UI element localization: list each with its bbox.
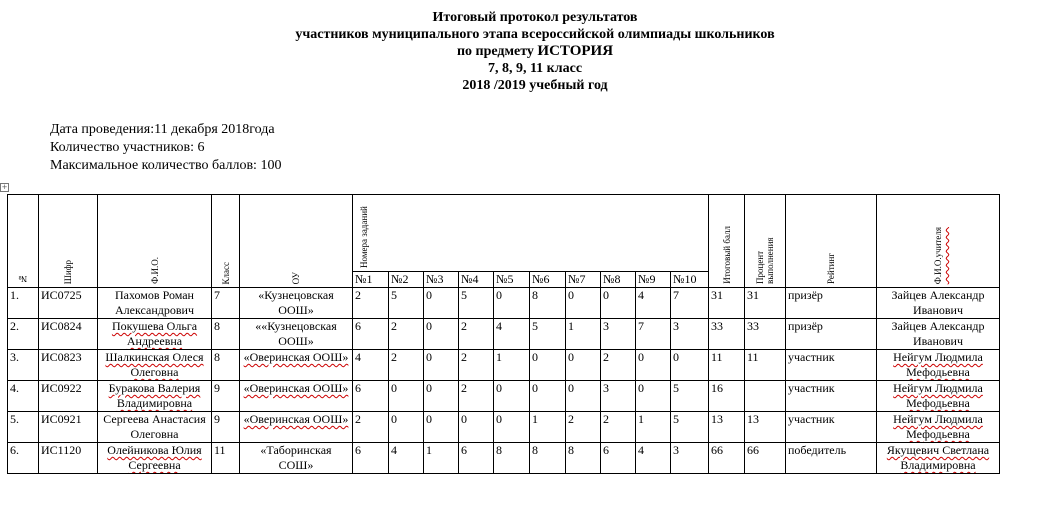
task-score: 0: [566, 350, 601, 381]
title-subject: ИСТОРИЯ: [537, 43, 614, 59]
participant-class: 8: [212, 319, 240, 350]
task-score: 0: [566, 381, 601, 412]
task-score: 4: [389, 443, 424, 474]
participant-school: «Оверинская ООШ»: [240, 412, 353, 443]
teacher-name: Нейгум Людмила Мефодьевна: [877, 381, 1000, 412]
percent-score: 11: [745, 350, 786, 381]
teacher-name: Зайцев Александр Иванович: [877, 319, 1000, 350]
task-number-header: №1: [353, 272, 389, 288]
percent-score: 66: [745, 443, 786, 474]
table-row: [8, 381, 1000, 412]
title-line-2: участников муниципального этапа всероссийской олимпиады школьников: [295, 27, 775, 42]
task-score: 8: [530, 443, 566, 474]
task-score: 2: [389, 350, 424, 381]
info-max-score: Максимальное количество баллов: 100: [50, 158, 282, 173]
rating: победитель: [786, 443, 877, 474]
rating: призёр: [786, 319, 877, 350]
task-score: 5: [459, 288, 494, 319]
results-table: [7, 194, 1000, 474]
percent-score: 33: [745, 319, 786, 350]
total-score: 11: [709, 350, 745, 381]
task-score: 7: [671, 288, 709, 319]
task-number-header: №10: [671, 272, 709, 288]
info-participants: Количество участников: 6: [50, 140, 205, 155]
task-number-header: №9: [636, 272, 671, 288]
task-score: 4: [494, 319, 530, 350]
table-row: [8, 350, 1000, 381]
task-score: 2: [459, 319, 494, 350]
task-score: 0: [494, 288, 530, 319]
task-score: 1: [566, 319, 601, 350]
teacher-name: Якущевич Светлана Владимировна: [877, 443, 1000, 474]
total-score: 13: [709, 412, 745, 443]
document-title: [0, 9, 1061, 94]
table-row: [8, 412, 1000, 443]
task-number-header: №3: [424, 272, 459, 288]
task-score: 0: [424, 381, 459, 412]
row-number: 5.: [8, 412, 39, 443]
task-score: 2: [353, 412, 389, 443]
task-score: 2: [459, 381, 494, 412]
total-score: 66: [709, 443, 745, 474]
title-subject-prefix: по предмету: [456, 44, 538, 59]
header-rating: Рейтинг: [786, 195, 877, 288]
task-score: 2: [389, 319, 424, 350]
table-row: [8, 443, 1000, 474]
task-score: 4: [636, 443, 671, 474]
participant-name: Шалкинская Олеся Олеговна: [98, 350, 212, 381]
task-number-header: №6: [530, 272, 566, 288]
total-score: 31: [709, 288, 745, 319]
percent-score: 31: [745, 288, 786, 319]
task-score: 1: [494, 350, 530, 381]
percent-score: 13: [745, 412, 786, 443]
task-score: 1: [424, 443, 459, 474]
participant-class: 9: [212, 412, 240, 443]
info-date: Дата проведения:11 декабря 2018года: [50, 122, 275, 137]
task-score: 0: [424, 319, 459, 350]
task-score: 3: [601, 381, 636, 412]
task-score: 5: [671, 412, 709, 443]
participant-class: 7: [212, 288, 240, 319]
task-score: 6: [601, 443, 636, 474]
task-score: 3: [671, 443, 709, 474]
task-score: 0: [601, 288, 636, 319]
participant-code: ИС0921: [39, 412, 98, 443]
total-score: 33: [709, 319, 745, 350]
task-score: 5: [671, 381, 709, 412]
task-number-header: №5: [494, 272, 530, 288]
header-row: [8, 195, 1000, 272]
table-row: [8, 319, 1000, 350]
rating: призёр: [786, 288, 877, 319]
participant-school: «Кузнецовская ООШ»: [240, 288, 353, 319]
teacher-name: Нейгум Людмила Мефодьевна: [877, 350, 1000, 381]
task-score: 2: [459, 350, 494, 381]
task-score: 0: [459, 412, 494, 443]
participant-name: Буракова Валерия Владимировна: [98, 381, 212, 412]
task-score: 0: [389, 381, 424, 412]
participant-school: «Таборинская СОШ»: [240, 443, 353, 474]
task-score: 3: [601, 319, 636, 350]
task-score: 3: [671, 319, 709, 350]
header-teacher: Ф.И.О.учителя: [877, 195, 1000, 288]
participant-code: ИС0824: [39, 319, 98, 350]
teacher-name: Нейгум Людмила Мефодьевна: [877, 412, 1000, 443]
task-number-header: №8: [601, 272, 636, 288]
task-score: 0: [494, 381, 530, 412]
participant-name: Олейникова Юлия Сергеевна: [98, 443, 212, 474]
task-score: 0: [424, 412, 459, 443]
participant-school: «Оверинская ООШ»: [240, 350, 353, 381]
row-number: 2.: [8, 319, 39, 350]
task-score: 2: [353, 288, 389, 319]
header-num: №: [8, 195, 39, 288]
task-score: 0: [389, 412, 424, 443]
participant-code: ИС0823: [39, 350, 98, 381]
task-score: 2: [601, 412, 636, 443]
title-line-5: 2018 /2019 учебный год: [462, 78, 608, 93]
task-score: 7: [636, 319, 671, 350]
participant-code: ИС0922: [39, 381, 98, 412]
task-score: 2: [566, 412, 601, 443]
header-class: Класс: [212, 195, 240, 288]
task-score: 4: [636, 288, 671, 319]
task-score: 6: [353, 319, 389, 350]
row-number: 1.: [8, 288, 39, 319]
header-percent: Процент выполнения: [745, 195, 786, 288]
header-school: ОУ: [240, 195, 353, 288]
task-score: 1: [636, 412, 671, 443]
rating: участник: [786, 412, 877, 443]
participant-name: Покушева Ольга Андреевна: [98, 319, 212, 350]
participant-school: ««Кузнецовская ООШ»: [240, 319, 353, 350]
task-score: 6: [459, 443, 494, 474]
task-number-header: №4: [459, 272, 494, 288]
header-fio: Ф.И.О.: [98, 195, 212, 288]
task-score: 0: [424, 288, 459, 319]
header-code: Шифр: [39, 195, 98, 288]
task-score: 5: [389, 288, 424, 319]
task-score: 0: [671, 350, 709, 381]
participant-class: 8: [212, 350, 240, 381]
task-score: 0: [424, 350, 459, 381]
rating: участник: [786, 350, 877, 381]
task-score: 6: [353, 381, 389, 412]
row-number: 4.: [8, 381, 39, 412]
task-score: 8: [566, 443, 601, 474]
participant-code: ИС0725: [39, 288, 98, 319]
task-score: 2: [601, 350, 636, 381]
task-number-header: №7: [566, 272, 601, 288]
header-total: Итоговый балл: [709, 195, 745, 288]
task-score: 0: [494, 412, 530, 443]
task-number-header: №2: [389, 272, 424, 288]
task-score: 0: [636, 350, 671, 381]
participant-name: Сергеева Анастасия Олеговна: [98, 412, 212, 443]
task-score: 8: [494, 443, 530, 474]
title-line-4: 7, 8, 9, 11 класс: [487, 61, 583, 76]
row-number: 3.: [8, 350, 39, 381]
row-number: 6.: [8, 443, 39, 474]
participant-name: Пахомов Роман Александрович: [98, 288, 212, 319]
percent-score: [745, 381, 786, 412]
task-score: 0: [530, 350, 566, 381]
task-score: 5: [530, 319, 566, 350]
task-score: 6: [353, 443, 389, 474]
table-move-handle-icon[interactable]: +: [1, 183, 8, 191]
rating: участник: [786, 381, 877, 412]
task-score: 0: [566, 288, 601, 319]
task-score: 4: [353, 350, 389, 381]
olympiad-info: [50, 121, 281, 175]
participant-class: 9: [212, 381, 240, 412]
task-score: 0: [636, 381, 671, 412]
participant-code: ИС1120: [39, 443, 98, 474]
table-row: [8, 288, 1000, 319]
participant-class: 11: [212, 443, 240, 474]
task-score: 1: [530, 412, 566, 443]
title-line-1: Итоговый протокол результатов: [432, 10, 638, 25]
task-score: 0: [530, 381, 566, 412]
participant-school: «Оверинская ООШ»: [240, 381, 353, 412]
total-score: 16: [709, 381, 745, 412]
teacher-name: Зайцев Александр Иванович: [877, 288, 1000, 319]
header-tasks: Номера заданий: [353, 195, 709, 272]
title-line-3: [0, 43, 1061, 60]
task-score: 8: [530, 288, 566, 319]
